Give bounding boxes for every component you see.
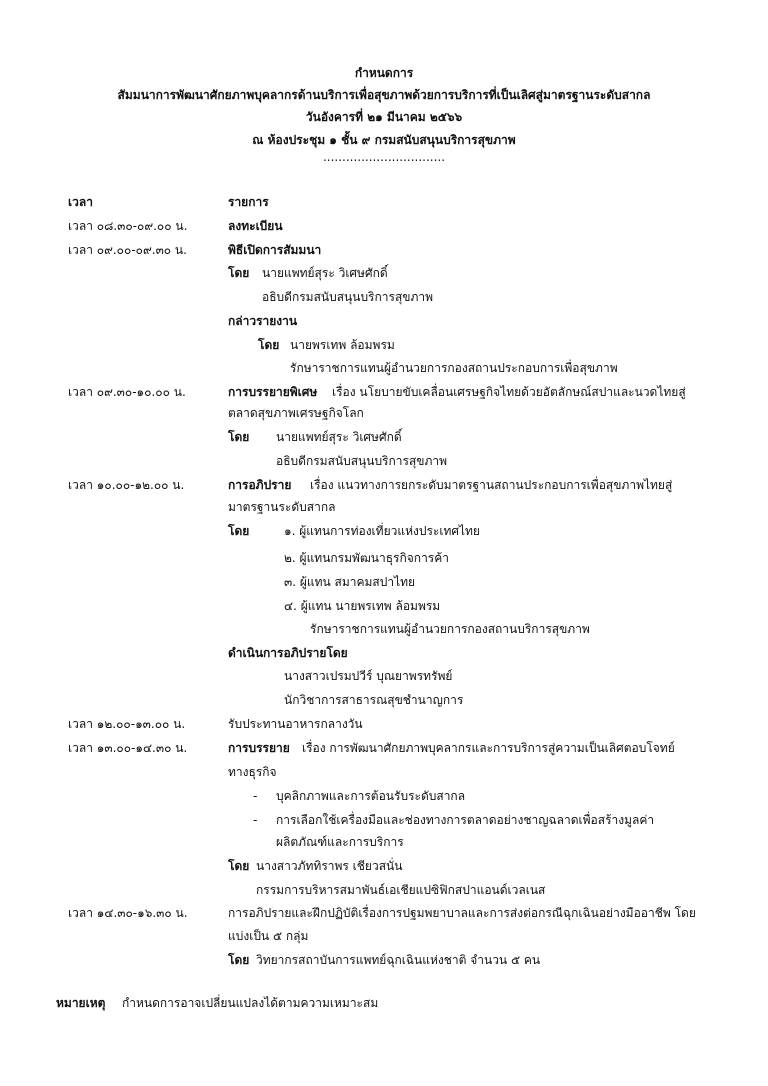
by-label: โดย: [228, 859, 250, 873]
speaker-name: วิทยากรสถาบันการแพทย์ฉุกเฉินแห่งชาติ จำนวน ๕ คน: [256, 953, 541, 967]
column-time-heading: เวลา: [68, 195, 93, 209]
by-label: โดย: [228, 524, 250, 538]
seminar-date: วันอังคารที่ ๒๑ มีนาคม ๒๕๖๖: [305, 110, 463, 124]
speaker-name: นางสาวภัททิราพร เชียวสนั่น: [256, 859, 403, 873]
speaker-position: กรรมการบริหารสมาพันธ์เอเชียแปซิฟิกสปาแอนด์เวลเนส: [256, 883, 546, 897]
session-topic: เรื่อง การพัฒนาศักยภาพบุคลากรและการบริการสู่ความเป็นเลิศตอบโจทย์: [302, 741, 675, 755]
session-time: เวลา ๑๔.๓๐-๑๖.๓๐ น.: [68, 906, 188, 920]
speaker-name: นายแพทย์สุระ วิเศษศักดิ์: [262, 266, 388, 280]
by-label: โดย: [228, 953, 250, 967]
by-label: โดย: [228, 266, 250, 280]
speaker-position: อธิบดีกรมสนับสนุนบริการสุขภาพ: [276, 454, 448, 468]
seminar-title: สัมมนาการพัฒนาศักยภาพบุคลากรด้านบริการเพื่อสุขภาพด้วยการบริการที่เป็นเลิศสู่มาตรฐานระดับสากล: [117, 88, 651, 102]
session-title: การบรรยายพิเศษ: [228, 385, 318, 399]
bullet-item: การเลือกใช้เครื่องมือและช่องทางการตลาดอย่างชาญฉลาดเพื่อสร้างมูลค่า: [276, 813, 655, 827]
session-topic: เรื่อง นโยบายขับเคลื่อนเศรษฐกิจไทยด้วยอัตลักษณ์สปาและนวดไทยสู่: [332, 385, 686, 399]
session-time: เวลา ๐๙.๐๐-๐๙.๓๐ น.: [68, 243, 187, 257]
panelist-item: ๑. ผู้แทนการท่องเที่ยวแห่งประเทศไทย: [284, 524, 480, 538]
session-title: พิธีเปิดการสัมมนา: [228, 243, 322, 257]
doc-title: กำหนดการ: [354, 66, 414, 80]
speaker-name: นายพรเทพ ล้อมพรม: [290, 338, 395, 352]
bullet-item-cont: ผลิตภัณฑ์และการบริการ: [276, 835, 404, 849]
session-topic: เรื่อง แนวทางการยกระดับมาตรฐานสถานประกอบการเพื่อสุขภาพไทยสู่: [310, 478, 673, 492]
session-time: เวลา ๐๘.๓๐-๐๙.๐๐ น.: [68, 219, 188, 233]
moderator-position: นักวิชาการสาธารณสุขชำนาญการ: [284, 693, 464, 707]
column-agenda-heading: รายการ: [228, 195, 269, 209]
moderator-title: ดำเนินการอภิปรายโดย: [228, 646, 348, 660]
seminar-venue: ณ ห้องประชุม ๑ ชั้น ๙ กรมสนับสนุนบริการสุขภาพ: [252, 133, 516, 147]
session-time: เวลา ๐๙.๓๐-๑๐.๐๐ น.: [68, 385, 186, 399]
moderator-name: นางสาวเปรมปวีร์ บุณยาพรทรัพย์: [284, 669, 453, 683]
session-topic-cont: แบ่งเป็น ๕ กลุ่ม: [228, 929, 309, 943]
speaker-position: อธิบดีกรมสนับสนุนบริการสุขภาพ: [262, 290, 434, 304]
bullet-mark: -: [253, 789, 258, 803]
session-title: ลงทะเบียน: [228, 219, 283, 233]
session-title: การอภิปราย: [228, 478, 292, 492]
by-label: โดย: [258, 338, 280, 352]
session-time: เวลา ๑๐.๐๐-๑๒.๐๐ น.: [68, 478, 185, 492]
by-label: โดย: [228, 430, 250, 444]
session-topic: การอภิปรายและฝึกปฏิบัติเรื่องการปฐมพยาบาลและการส่งต่อกรณีฉุกเฉินอย่างมืออาชีพ โดย: [228, 906, 696, 920]
panelist-item: ๒. ผู้แทนกรมพัฒนาธุรกิจการค้า: [284, 551, 450, 565]
speaker-name: นายแพทย์สุระ วิเศษศักดิ์: [276, 430, 402, 444]
bullet-mark: -: [253, 813, 258, 827]
session-time: เวลา ๑๓.๐๐-๑๔.๓๐ น.: [68, 741, 188, 755]
session-topic-cont: ตลาดสุขภาพเศรษฐกิจโลก: [228, 406, 364, 420]
session-title: การบรรยาย: [228, 741, 290, 755]
panelist-item: ๔. ผู้แทน นายพรเทพ ล้อมพรม: [284, 599, 441, 613]
panelist-position: รักษาราชการแทนผู้อำนวยการกองสถานบริการสุขภาพ: [310, 622, 590, 636]
report-title: กล่าวรายงาน: [228, 314, 298, 328]
session-topic-cont: ทางธุรกิจ: [228, 765, 277, 779]
bullet-item: บุคลิกภาพและการต้อนรับระดับสากล: [276, 789, 466, 803]
panelist-item: ๓. ผู้แทน สมาคมสปาไทย: [284, 575, 416, 589]
note-label: หมายเหตุ: [56, 996, 106, 1010]
session-topic-cont: มาตรฐานระดับสากล: [228, 500, 336, 514]
session-title: รับประทานอาหารกลางวัน: [228, 717, 363, 731]
header-divider-dots: ................................: [322, 150, 446, 164]
speaker-position: รักษาราชการแทนผู้อำนวยการกองสถานประกอบการเพื่อสุขภาพ: [290, 361, 618, 375]
note-text: กำหนดการอาจเปลี่ยนแปลงได้ตามความเหมาะสม: [122, 996, 379, 1010]
session-time: เวลา ๑๒.๐๐-๑๓.๐๐ น.: [68, 717, 186, 731]
